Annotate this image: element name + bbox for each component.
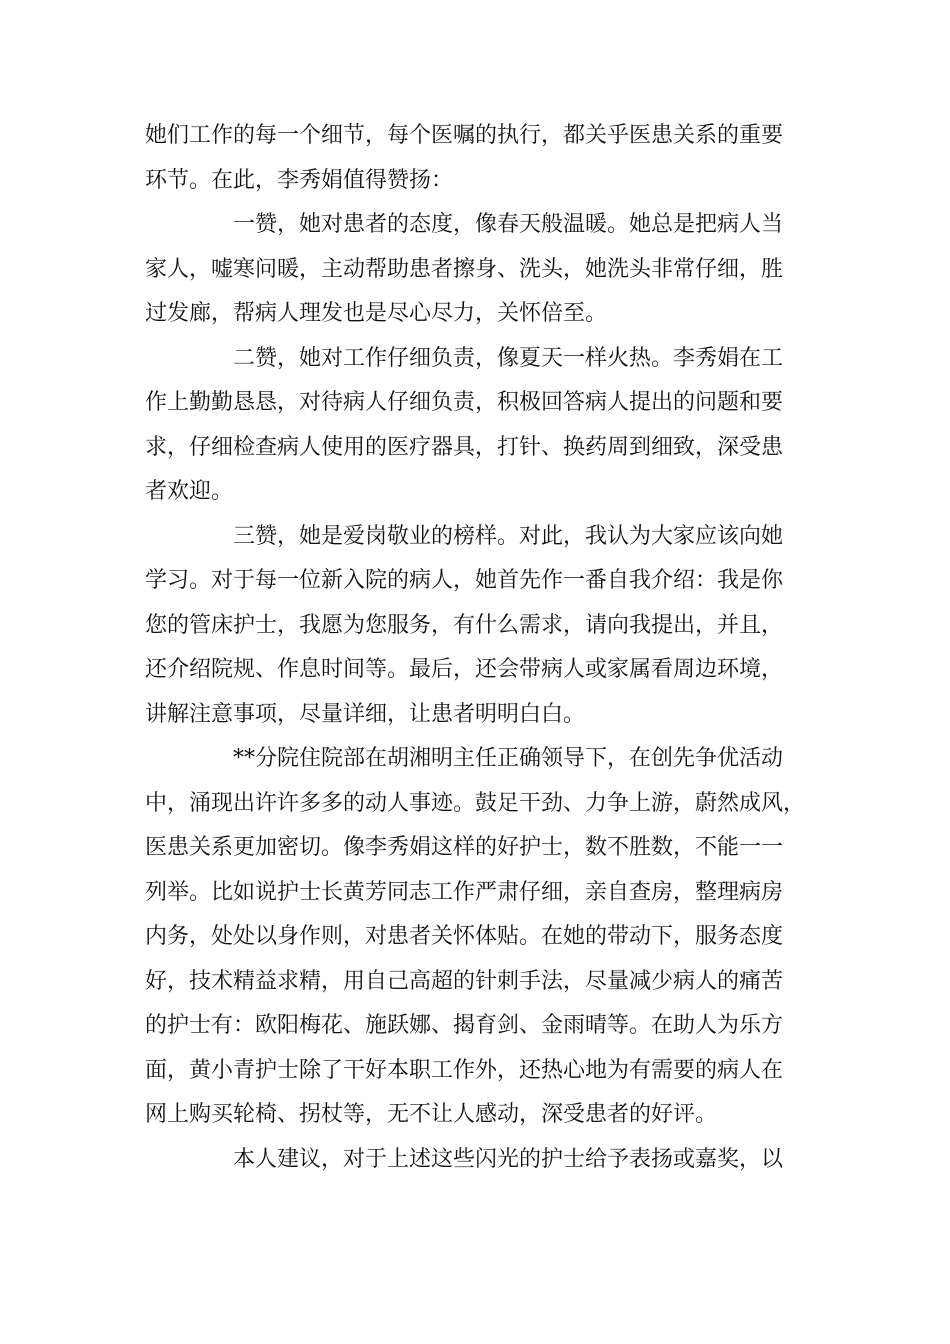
text-line: 讲解注意事项，尽量详细，让患者明明白白。 xyxy=(145,702,586,727)
text-line: 学习。对于每一位新入院的病人，她首先作一番自我介绍：我是你 xyxy=(145,568,784,593)
text-line: 环节。在此，李秀娟值得赞扬： xyxy=(145,168,454,193)
text-line: 者欢迎。 xyxy=(145,479,234,504)
text-line: 作上勤勤恳恳，对待病人仔细负责，积极回答病人提出的问题和要 xyxy=(145,390,784,415)
paragraph-start-line: **分院住院部在胡湘明主任正确领导下，在创先争优活动 xyxy=(233,746,784,771)
text-line: 医患关系更加密切。像李秀娟这样的好护士，数不胜数，不能一一 xyxy=(145,835,784,860)
paragraph-start-line: 三赞，她是爱岗敬业的榜样。对此，我认为大家应该向她 xyxy=(233,524,784,549)
text-line: 中，涌现出许许多多的动人事迹。鼓足干劲、力争上游，蔚然成风， xyxy=(145,791,806,816)
text-line: 求，仔细检查病人使用的医疗器具，打针、换药周到细致，深受患 xyxy=(145,435,784,460)
text-line: 列举。比如说护士长黄芳同志工作严肃仔细，亲自查房，整理病房 xyxy=(145,880,784,905)
text-line: 您的管床护士，我愿为您服务，有什么需求，请向我提出，并且， xyxy=(145,613,784,638)
paragraph-start-line: 二赞，她对工作仔细负责，像夏天一样火热。李秀娟在工 xyxy=(233,346,784,371)
text-line: 内务，处处以身作则，对患者关怀体贴。在她的带动下，服务态度 xyxy=(145,924,784,949)
text-line: 过发廊，帮病人理发也是尽心尽力，关怀倍至。 xyxy=(145,301,608,326)
paragraph-start-line: 一赞，她对患者的态度，像春天般温暖。她总是把病人当 xyxy=(233,212,784,237)
text-line: 网上购买轮椅、拐杖等，无不让人感动，深受患者的好评。 xyxy=(145,1102,718,1127)
paragraph-start-line: 本人建议，对于上述这些闪光的护士给予表扬或嘉奖，以 xyxy=(233,1147,784,1172)
text-line: 她们工作的每一个细节，每个医嘱的执行，都关乎医患关系的重要 xyxy=(145,123,784,148)
text-line: 的护士有：欧阳梅花、施跃娜、揭育剑、金雨晴等。在助人为乐方 xyxy=(145,1013,784,1038)
text-line: 家人，嘘寒问暖，主动帮助患者擦身、洗头，她洗头非常仔细，胜 xyxy=(145,257,784,282)
text-line: 面，黄小青护士除了干好本职工作外，还热心地为有需要的病人在 xyxy=(145,1058,784,1083)
text-line: 还介绍院规、作息时间等。最后，还会带病人或家属看周边环境， xyxy=(145,657,784,682)
text-line: 好，技术精益求精，用自己高超的针刺手法，尽量减少病人的痛苦 xyxy=(145,969,784,994)
